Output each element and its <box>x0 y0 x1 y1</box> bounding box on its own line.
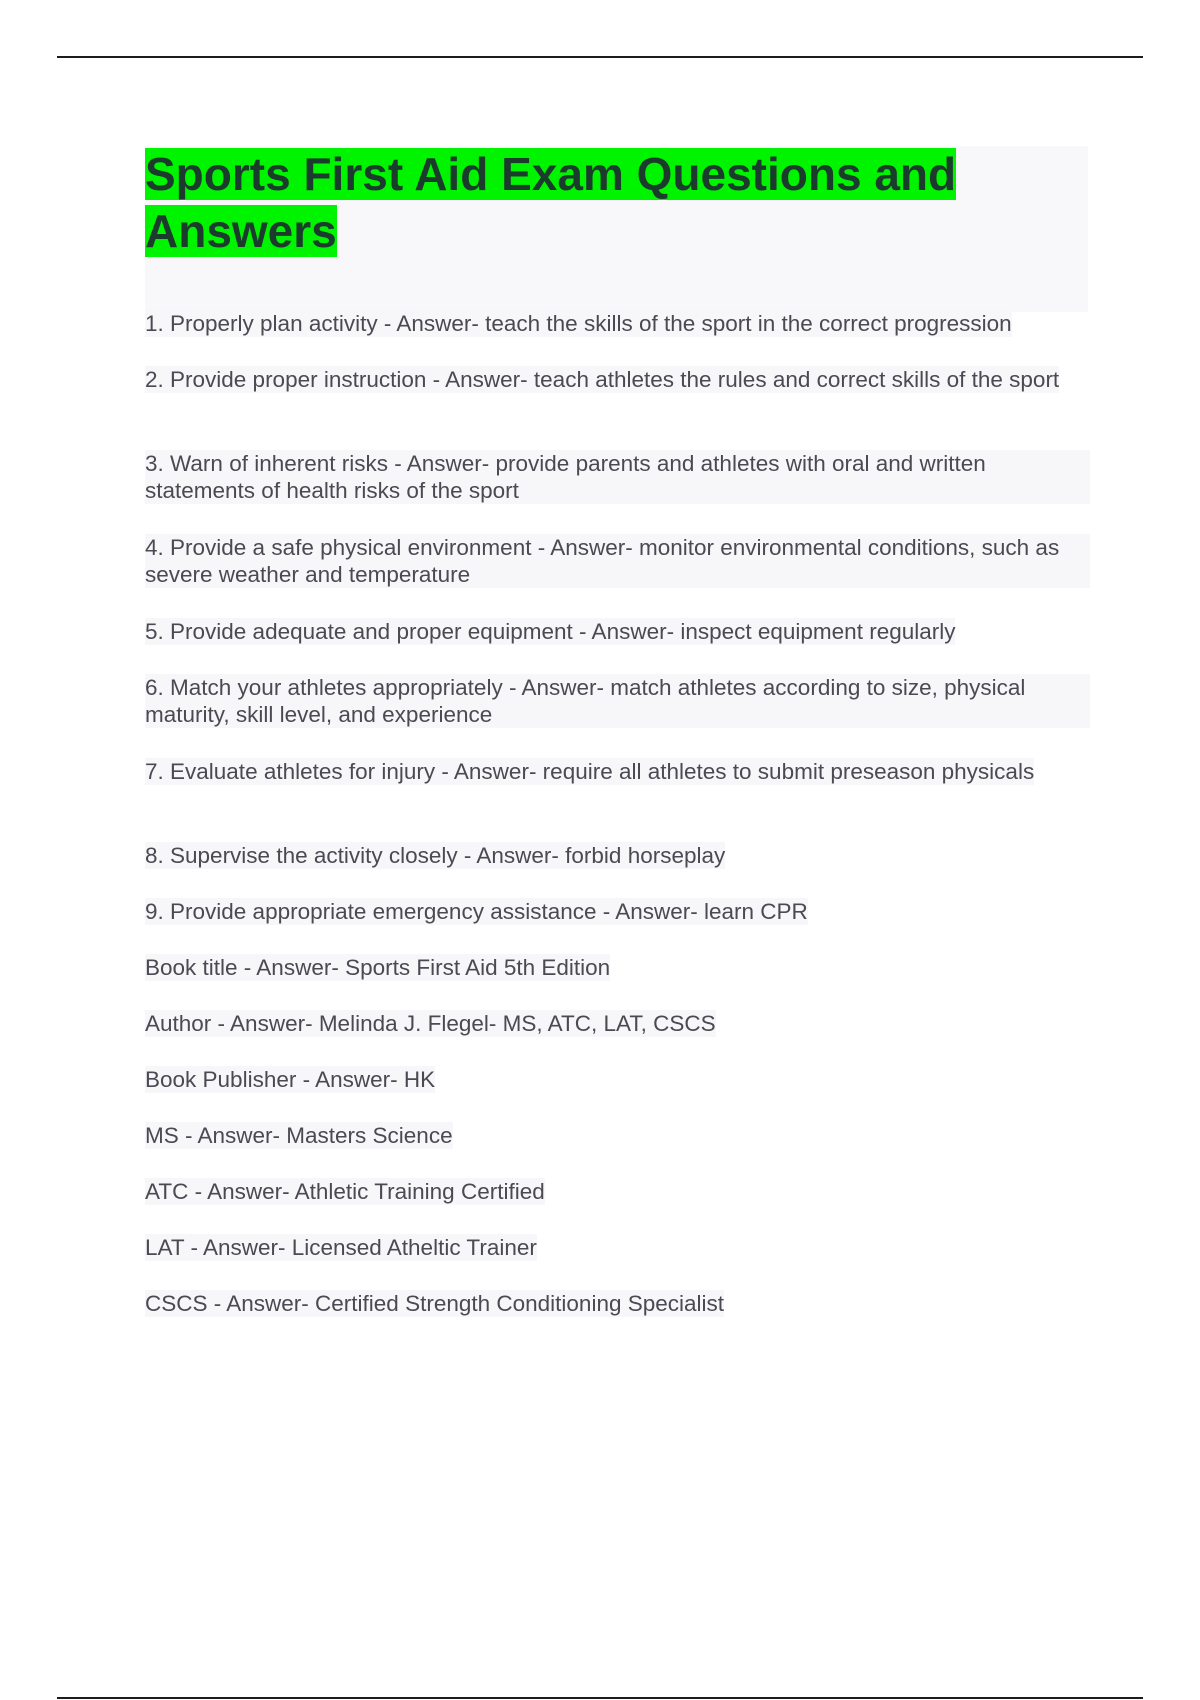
qa-item-text: 8. Supervise the activity closely - Answer- forbid horseplay <box>145 843 726 868</box>
bottom-rule <box>57 1697 1143 1699</box>
qa-item-text: MS - Answer- Masters Science <box>145 1123 453 1148</box>
qa-item-text: 7. Evaluate athletes for injury - Answer- require all athletes to submit preseason physicals <box>145 759 1035 784</box>
title-block <box>145 146 1088 312</box>
qa-item <box>145 310 1090 366</box>
top-rule <box>57 56 1143 58</box>
qa-item-text: 6. Match your athletes appropriately - Answer- match athletes according to size, physical maturity, skill level, and experience <box>145 674 1090 728</box>
qa-item <box>145 842 1090 898</box>
qa-item-text: 9. Provide appropriate emergency assistance - Answer- learn CPR <box>145 899 808 924</box>
qa-item <box>145 954 1090 1010</box>
qa-item <box>145 1178 1090 1234</box>
qa-item-text: CSCS - Answer- Certified Strength Conditioning Specialist <box>145 1291 725 1316</box>
qa-item <box>145 1010 1090 1066</box>
qa-item <box>145 674 1090 758</box>
qa-item-text: 5. Provide adequate and proper equipment - Answer- inspect equipment regularly <box>145 619 956 644</box>
qa-item-text: 1. Properly plan activity - Answer- teach the skills of the sport in the correct progression <box>145 311 1012 336</box>
qa-item <box>145 1290 1090 1346</box>
qa-item <box>145 758 1090 842</box>
qa-item-text: 2. Provide proper instruction - Answer- teach athletes the rules and correct skills of the sport <box>145 367 1060 392</box>
qa-item <box>145 450 1090 534</box>
qa-item <box>145 1122 1090 1178</box>
document-title-text: Sports First Aid Exam Questions and Answers <box>145 148 957 257</box>
qa-list <box>145 310 1090 1346</box>
qa-item <box>145 618 1090 674</box>
qa-item <box>145 1234 1090 1290</box>
qa-item-text: Book Publisher - Answer- HK <box>145 1067 436 1092</box>
qa-item-text: 3. Warn of inherent risks - Answer- provide parents and athletes with oral and written statements of health risks of the sport <box>145 450 1090 504</box>
qa-item-text: ATC - Answer- Athletic Training Certified <box>145 1179 545 1204</box>
qa-item <box>145 366 1090 450</box>
qa-item-text: 4. Provide a safe physical environment - Answer- monitor environmental conditions, such as severe weather and temperature <box>145 534 1090 588</box>
qa-item <box>145 1066 1090 1122</box>
document-title <box>145 146 1088 260</box>
qa-item <box>145 898 1090 954</box>
qa-item-text: LAT - Answer- Licensed Atheltic Trainer <box>145 1235 537 1260</box>
qa-item <box>145 534 1090 618</box>
qa-item-text: Book title - Answer- Sports First Aid 5th Edition <box>145 955 611 980</box>
qa-item-text: Author - Answer- Melinda J. Flegel- MS, ATC, LAT, CSCS <box>145 1011 716 1036</box>
